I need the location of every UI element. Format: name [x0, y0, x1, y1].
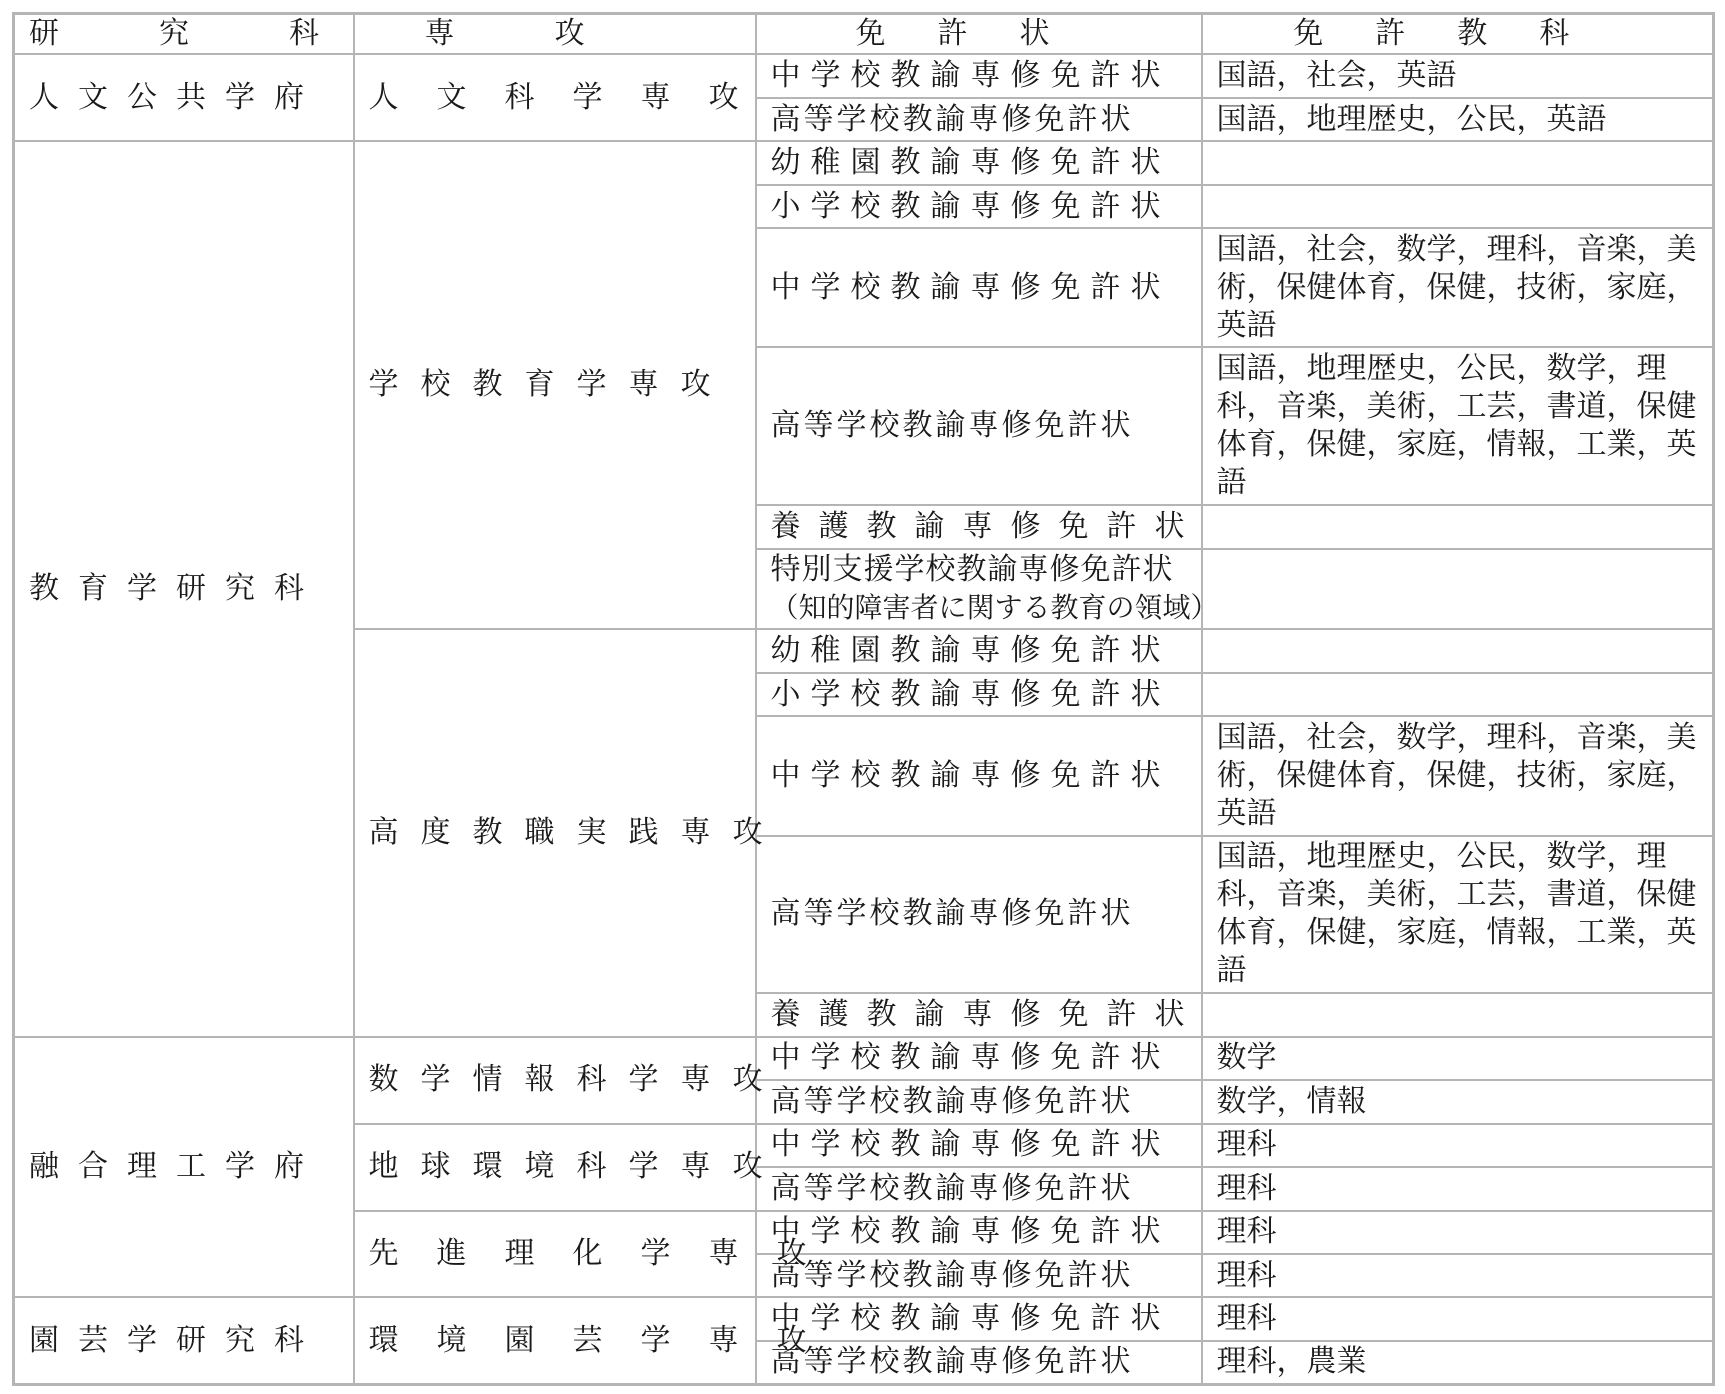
- graduate-school-cell: 園芸学研究科: [14, 1297, 354, 1384]
- license-cell: 幼稚園教諭専修免許状: [756, 141, 1202, 184]
- license-cell: 養護教諭専修免許状: [756, 993, 1202, 1036]
- subjects-cell: [1202, 505, 1714, 548]
- license-cell: 養護教諭専修免許状: [756, 505, 1202, 548]
- license-cell: 幼稚園教諭専修免許状: [756, 629, 1202, 672]
- subjects-cell: 理科: [1202, 1124, 1714, 1167]
- subjects-cell: [1202, 629, 1714, 672]
- header-subjects: 免許教科: [1202, 14, 1714, 55]
- license-cell: [756, 549, 1219, 630]
- license-cell: 高等学校教諭専修免許状: [756, 836, 1202, 994]
- graduate-school-cell: 教育学研究科: [14, 141, 354, 1036]
- subjects-cell: 理科: [1202, 1297, 1714, 1340]
- subjects-cell: 国語，地理歴史，公民，英語: [1202, 98, 1714, 141]
- subjects-cell: 国語，地理歴史，公民，数学，理科，音楽，美術，工芸，書道，保健体育，保健，家庭，情報，工業，英語: [1202, 347, 1714, 505]
- license-table: [12, 12, 1715, 1386]
- subjects-cell: [1202, 141, 1714, 184]
- subjects-cell: 理科: [1202, 1254, 1714, 1297]
- license-cell: 高等学校教諭専修免許状: [756, 1080, 1202, 1123]
- subjects-cell: [1202, 993, 1714, 1036]
- major-cell: 学校教育学専攻: [354, 141, 756, 629]
- subjects-cell: [1202, 549, 1714, 630]
- table-row: [14, 1037, 1714, 1080]
- major-cell: 人文科学専攻: [354, 54, 756, 141]
- header-graduate-school: 研究科: [14, 14, 354, 55]
- major-cell: 地球環境科学専攻: [354, 1124, 756, 1211]
- subjects-cell: [1202, 185, 1714, 228]
- header-row: [14, 14, 1714, 55]
- major-cell: 数学情報科学専攻: [354, 1037, 756, 1124]
- subjects-cell: 国語，社会，英語: [1202, 54, 1714, 97]
- major-cell: 先進理化学専攻: [354, 1211, 756, 1298]
- license-cell: 中学校教諭専修免許状: [756, 228, 1202, 347]
- license-cell: 高等学校教諭専修免許状: [756, 1341, 1202, 1385]
- subjects-cell: 国語，社会，数学，理科，音楽，美術，保健体育，保健，技術，家庭，英語: [1202, 716, 1714, 835]
- license-cell: 小学校教諭専修免許状: [756, 185, 1202, 228]
- subjects-cell: 国語，社会，数学，理科，音楽，美術，保健体育，保健，技術，家庭，英語: [1202, 228, 1714, 347]
- subjects-cell: 理科，農業: [1202, 1341, 1714, 1385]
- major-cell: 高度教職実践専攻: [354, 629, 756, 1036]
- license-cell: 中学校教諭専修免許状: [756, 1297, 1202, 1340]
- license-cell: 高等学校教諭専修免許状: [756, 347, 1202, 505]
- license-cell: 中学校教諭専修免許状: [756, 1211, 1202, 1254]
- license-cell: 中学校教諭専修免許状: [756, 1037, 1202, 1080]
- license-cell: 高等学校教諭専修免許状: [756, 1254, 1202, 1297]
- license-cell: 中学校教諭専修免許状: [756, 54, 1202, 97]
- subjects-cell: [1202, 673, 1714, 716]
- subjects-cell: 数学，情報: [1202, 1080, 1714, 1123]
- license-cell: 高等学校教諭専修免許状: [756, 1167, 1202, 1210]
- table-row: [14, 141, 1714, 184]
- graduate-school-cell: 人文公共学府: [14, 54, 354, 141]
- subjects-cell: 理科: [1202, 1211, 1714, 1254]
- license-special-note: （知的障害者に関する教育の領域）: [770, 591, 1219, 625]
- license-cell: 中学校教諭専修免許状: [756, 716, 1202, 835]
- header-major: 専攻: [354, 14, 756, 55]
- subjects-cell: 数学: [1202, 1037, 1714, 1080]
- subjects-cell: 国語，地理歴史，公民，数学，理科，音楽，美術，工芸，書道，保健体育，保健，家庭，情報，工業，英語: [1202, 836, 1714, 994]
- subjects-cell: 理科: [1202, 1167, 1714, 1210]
- license-cell: 中学校教諭専修免許状: [756, 1124, 1202, 1167]
- license-cell: 高等学校教諭専修免許状: [756, 98, 1202, 141]
- table-row: [14, 54, 1714, 97]
- license-cell: 小学校教諭専修免許状: [756, 673, 1202, 716]
- license-special-main: 特別支援学校教諭専修免許状: [770, 552, 1174, 588]
- header-license: 免許状: [756, 14, 1202, 55]
- graduate-school-cell: 融合理工学府: [14, 1037, 354, 1298]
- table-row: [14, 1297, 1714, 1340]
- major-cell: 環境園芸学専攻: [354, 1297, 756, 1384]
